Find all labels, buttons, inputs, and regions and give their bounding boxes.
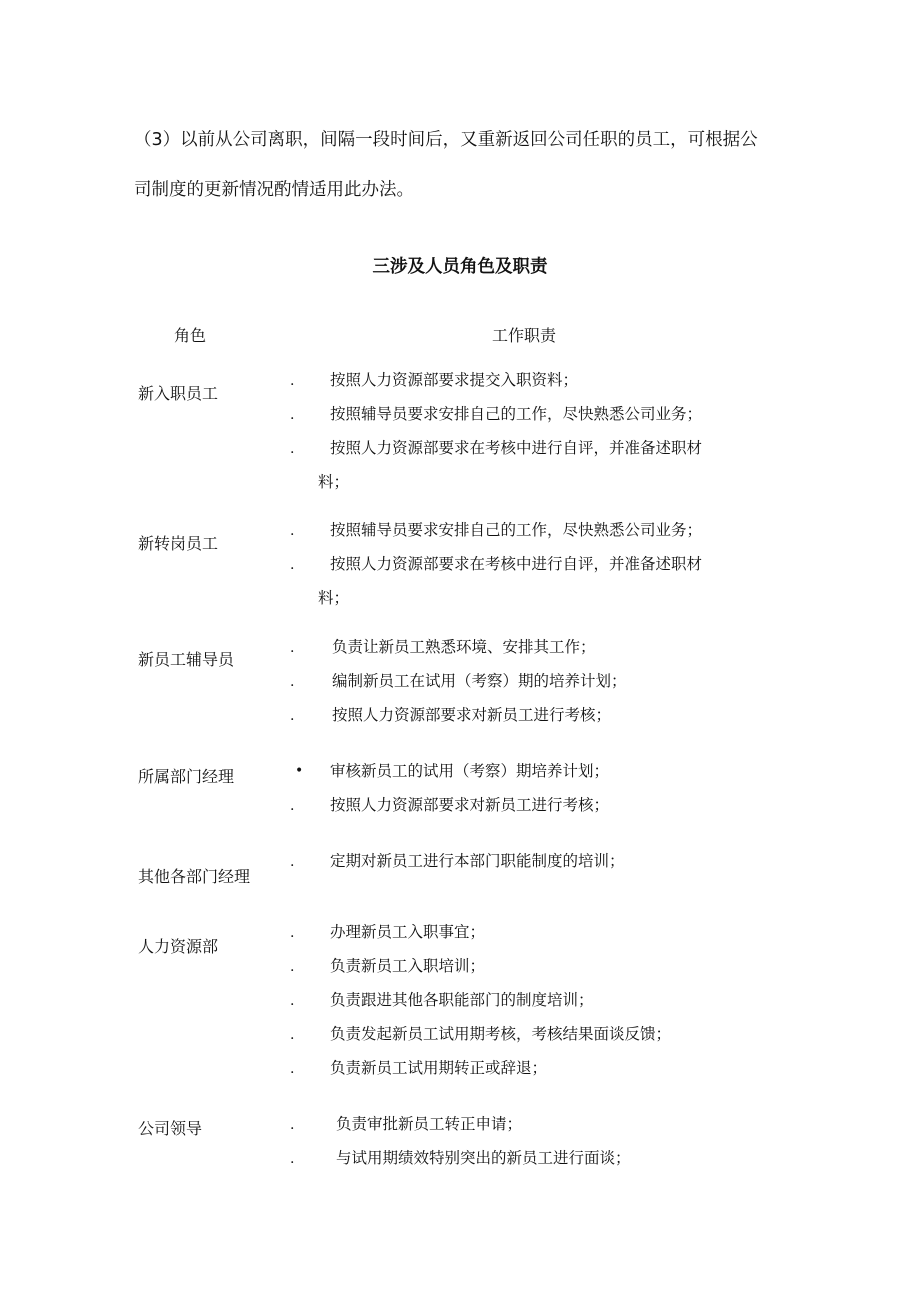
bullet: . bbox=[290, 1117, 295, 1133]
duty-item: 负责审批新员工转正申请； bbox=[336, 1115, 523, 1133]
bullet: . bbox=[290, 441, 295, 457]
duty-item: 编制新员工在试用（考察）期的培养计划； bbox=[332, 672, 627, 690]
intro-line-2: 司制度的更新情况酌情适用此办法。 bbox=[134, 180, 414, 200]
duty-item: 负责新员工入职培训； bbox=[330, 957, 486, 975]
bullet: . bbox=[290, 1061, 295, 1077]
bullet: . bbox=[290, 373, 295, 389]
bullet: . bbox=[290, 993, 295, 1009]
role-leadership: 公司领导 bbox=[138, 1119, 203, 1138]
duty-item: 按照人力资源部要求在考核中进行自评，并准备述职材 bbox=[330, 439, 703, 457]
bullet: . bbox=[290, 640, 295, 656]
bullet: . bbox=[290, 959, 295, 975]
duty-item: 按照人力资源部要求提交入职资料； bbox=[330, 371, 579, 389]
duty-continuation: 料； bbox=[318, 473, 350, 491]
duty-item: 定期对新员工进行本部门职能制度的培训； bbox=[330, 852, 625, 870]
role-new-hire: 新入职员工 bbox=[138, 384, 219, 403]
section-title: 三涉及人员角色及职责 bbox=[372, 257, 548, 277]
duty-item: 按照人力资源部要求在考核中进行自评，并准备述职材 bbox=[330, 555, 703, 573]
duty-item: 与试用期绩效特别突出的新员工进行面谈； bbox=[336, 1149, 631, 1167]
role-hr: 人力资源部 bbox=[138, 937, 219, 956]
duty-item: 办理新员工入职事宜； bbox=[330, 923, 486, 941]
bullet: . bbox=[290, 1027, 295, 1043]
role-mentor: 新员工辅导员 bbox=[138, 650, 235, 669]
bullet: . bbox=[290, 523, 295, 539]
bullet: . bbox=[290, 925, 295, 941]
intro-line-1: （3）以前从公司离职，间隔一段时间后，又重新返回公司任职的员工，可根据公 bbox=[134, 130, 758, 150]
bullet: . bbox=[290, 708, 295, 724]
header-role: 角色 bbox=[174, 326, 207, 345]
bullet: . bbox=[290, 854, 295, 870]
bullet: • bbox=[295, 763, 304, 779]
duty-item: 审核新员工的试用（考察）期培养计划； bbox=[330, 762, 610, 780]
duty-item: 按照人力资源部要求对新员工进行考核； bbox=[332, 706, 612, 724]
bullet: . bbox=[290, 407, 295, 423]
duty-item: 按照辅导员要求安排自己的工作，尽快熟悉公司业务； bbox=[330, 521, 703, 539]
role-other-managers: 其他各部门经理 bbox=[138, 867, 251, 886]
duty-item: 负责新员工试用期转正或辞退； bbox=[330, 1059, 548, 1077]
header-duties: 工作职责 bbox=[492, 326, 557, 345]
role-dept-manager: 所属部门经理 bbox=[138, 767, 235, 786]
bullet: . bbox=[290, 798, 295, 814]
bullet: . bbox=[290, 1151, 295, 1167]
duty-continuation: 料； bbox=[318, 589, 350, 607]
duty-item: 按照辅导员要求安排自己的工作，尽快熟悉公司业务； bbox=[330, 405, 703, 423]
duty-item: 负责发起新员工试用期考核，考核结果面谈反馈； bbox=[330, 1025, 672, 1043]
duty-item: 负责让新员工熟悉环境、安排其工作； bbox=[332, 638, 596, 656]
duty-item: 负责跟进其他各职能部门的制度培训； bbox=[330, 991, 594, 1009]
role-transfer: 新转岗员工 bbox=[138, 534, 219, 553]
bullet: . bbox=[290, 557, 295, 573]
duty-item: 按照人力资源部要求对新员工进行考核； bbox=[330, 796, 610, 814]
bullet: . bbox=[290, 674, 295, 690]
